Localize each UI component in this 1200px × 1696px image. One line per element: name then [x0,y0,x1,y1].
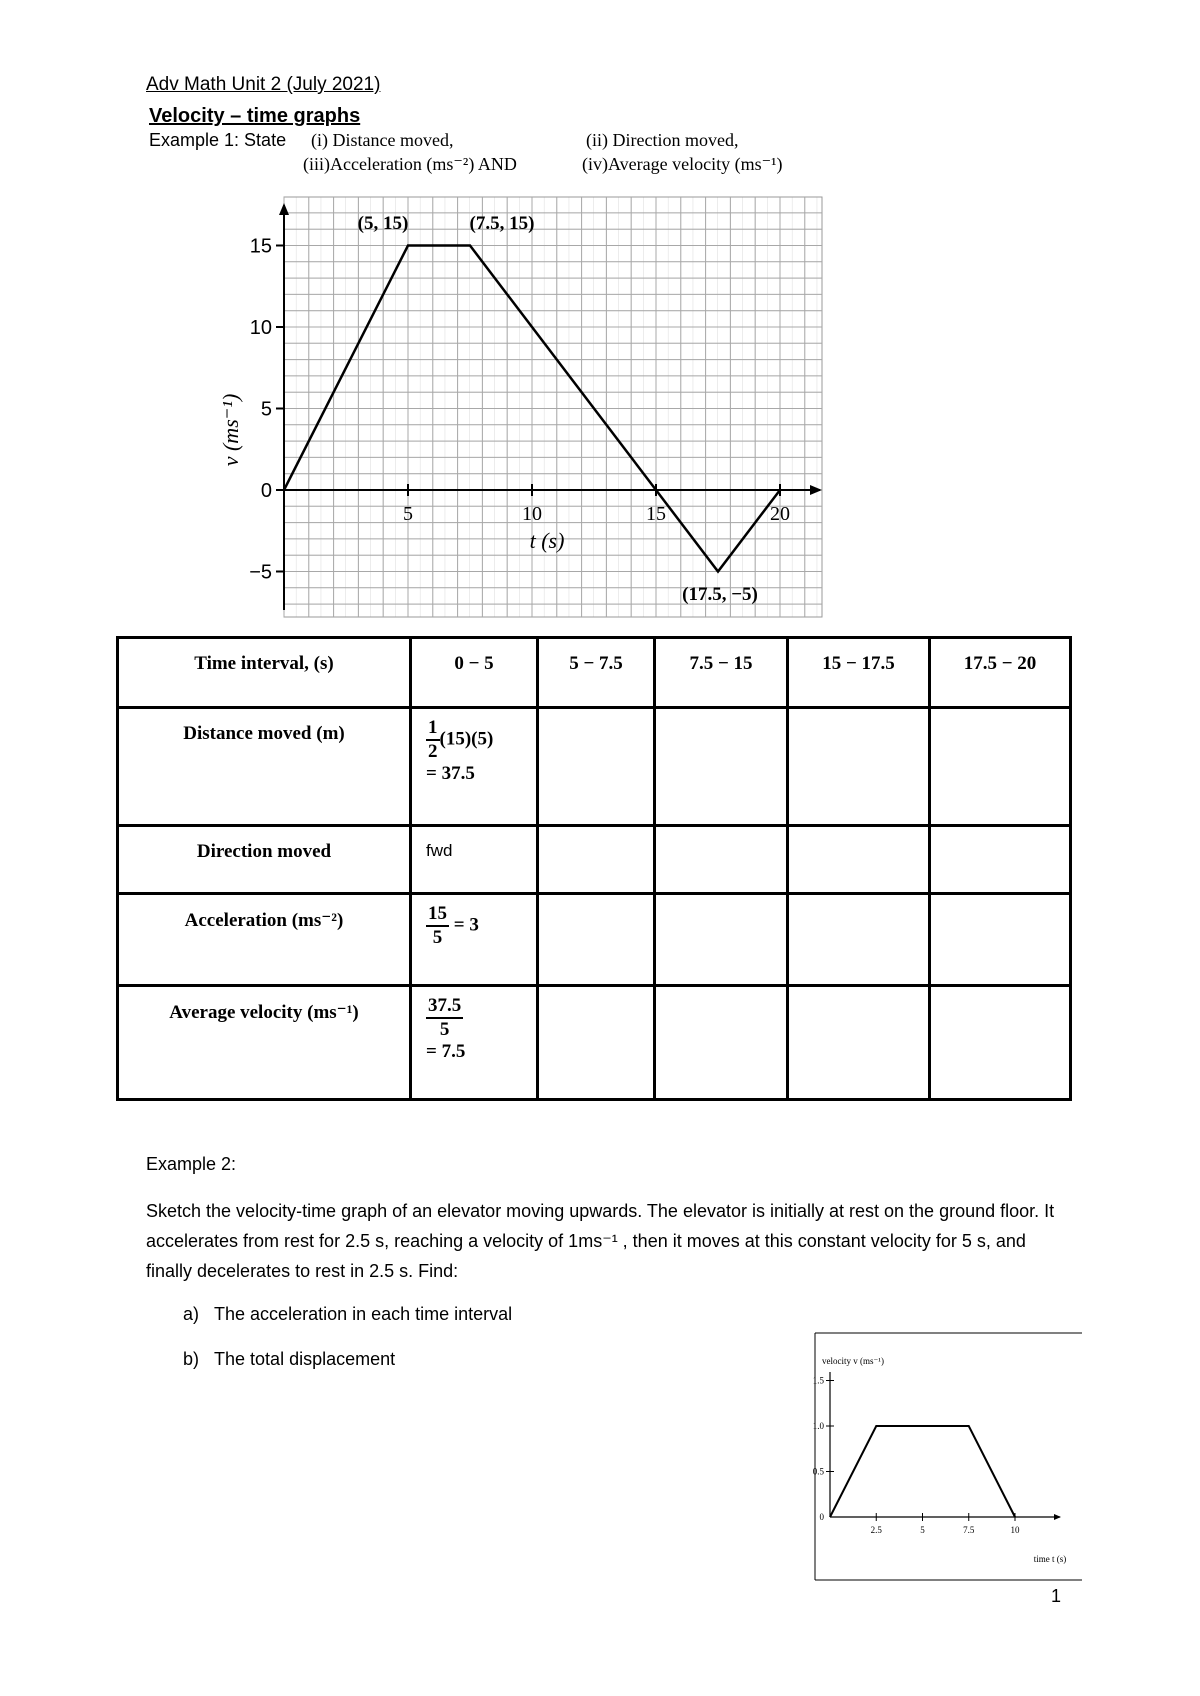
x-tick-label-15: 15 [646,503,666,525]
direction-cell-17.5-20[interactable] [930,826,1071,894]
acceleration-cell-7.5-15[interactable] [655,894,788,986]
point-label-17.5-neg5: (17.5, −5) [682,584,758,605]
question-ii: (ii) Direction moved, [586,130,739,150]
example2-part-a [183,1304,512,1325]
elevator-series-line [830,1426,1015,1517]
elevator-x-tick-label-10: 10 [1010,1525,1020,1535]
page-number: 1 [1051,1586,1062,1606]
x-tick-label-5: 5 [403,503,413,525]
point-label-5-15: (5, 15) [357,213,409,234]
question-i: (i) Distance moved, [311,130,454,150]
example1-label: Example 1: State [149,130,287,150]
x-tick-label-10: 10 [522,503,542,525]
distance-expr: (15)(5) [439,728,494,750]
acceleration-cell-15-17.5[interactable] [788,894,930,986]
y-tick-label-5: 5 [260,398,272,421]
distance-frac-den: 2 [428,741,438,762]
y-tick-label-0: 0 [260,480,272,502]
velocity-time-graph [0,0,1200,640]
header-time-interval: Time interval, (s) [118,638,411,708]
avg-velocity-frac-num: 37.5 [426,995,463,1019]
header-5-7.5: 5 − 7.5 [538,638,655,708]
row-label-avg-velocity: Average velocity (ms⁻¹) [118,986,411,1100]
direction-cell-7.5-15[interactable] [655,826,788,894]
row-label-acceleration: Acceleration (ms⁻²) [118,894,411,986]
elevator-x-tick-label-5: 5 [920,1525,925,1535]
direction-cell-0-5: fwd [411,826,538,894]
elevator-y-tick-label-0.5: 0.5 [812,1466,824,1477]
distance-cell-7.5-15[interactable] [655,708,788,826]
part-b-label: b) [183,1349,200,1369]
y-tick-label-10: 10 [249,317,272,339]
distance-cell-15-17.5[interactable] [788,708,930,826]
part-a-text: The acceleration in each time interval [214,1304,513,1324]
header-0-5: 0 − 5 [411,638,538,708]
acceleration-cell-0-5 [411,894,538,986]
elevator-y-tick-label-1.0: 1.0 [812,1421,824,1431]
elevator-x-arrow [1054,1514,1061,1520]
acceleration-frac-num: 15 [426,903,449,927]
acceleration-cell-5-7.5[interactable] [538,894,655,986]
elevator-y-axis-label: velocity v (ms⁻¹) [822,1356,884,1366]
distance-result: = 37.5 [426,763,475,784]
grid-background [284,197,822,617]
part-a-label: a) [183,1304,200,1324]
direction-cell-15-17.5[interactable] [788,826,930,894]
y-tick-label-15: 15 [249,235,272,258]
elevator-axes [830,1372,1061,1520]
question-iv: (iv)Average velocity (ms⁻¹) [582,154,783,174]
example2-body: Sketch the velocity-time graph of an elevator moving upwards. The elevator is initially at rest on the ground floor. It accelerates from rest for 2.5 s, reaching a velocity of 1ms⁻¹ , then it moves at this constant velocity for 5 s, and finally decelerates to rest in 2.5 s. Find: [146,1201,1055,1281]
distance-frac-num: 1 [426,717,440,741]
example2-title: Example 2: [146,1154,237,1174]
x-axis-label: t (s) [529,528,565,553]
avg-velocity-cell-5-7.5[interactable] [538,986,655,1100]
acceleration-result: = 3 [453,914,479,936]
avg-velocity-cell-15-17.5[interactable] [788,986,930,1100]
distance-cell-17.5-20[interactable] [930,708,1071,826]
elevator-y-tick-label-0: 0 [819,1512,824,1522]
example2-part-b [183,1349,395,1370]
acceleration-frac-den: 5 [432,927,443,948]
avg-velocity-frac-den: 5 [439,1019,450,1040]
x-tick-label-20: 20 [770,503,790,525]
row-label-direction: Direction moved [118,826,411,894]
part-b-text: The total displacement [214,1349,396,1369]
point-label-7.5-15: (7.5, 15) [469,213,535,234]
distance-cell-0-5 [411,708,538,826]
y-tick-label-−5: −5 [249,561,272,584]
document-title: Adv Math Unit 2 (July 2021) [146,74,381,95]
elevator-x-tick-label-7.5: 7.5 [963,1525,975,1535]
elevator-y-tick-label-1.5: 1.5 [812,1375,824,1386]
header-7.5-15: 7.5 − 15 [655,638,788,708]
acceleration-cell-17.5-20[interactable] [930,894,1071,986]
avg-velocity-cell-0-5 [411,986,538,1100]
row-label-distance: Distance moved (m) [118,708,411,826]
avg-velocity-cell-17.5-20[interactable] [930,986,1071,1100]
question-iii: (iii)Acceleration (ms⁻²) AND [303,154,517,174]
avg-velocity-cell-7.5-15[interactable] [655,986,788,1100]
results-table [116,636,1072,1101]
avg-velocity-result: = 7.5 [426,1041,466,1062]
elevator-x-axis-label: time t (s) [1033,1554,1067,1564]
header-15-17.5: 15 − 17.5 [788,638,930,708]
header-17.5-20: 17.5 − 20 [930,638,1071,708]
direction-cell-5-7.5[interactable] [538,826,655,894]
y-axis-label: v (ms⁻¹) [218,393,243,467]
elevator-x-tick-label-2.5: 2.5 [870,1525,882,1535]
section-title: Velocity – time graphs [149,105,361,127]
distance-cell-5-7.5[interactable] [538,708,655,826]
